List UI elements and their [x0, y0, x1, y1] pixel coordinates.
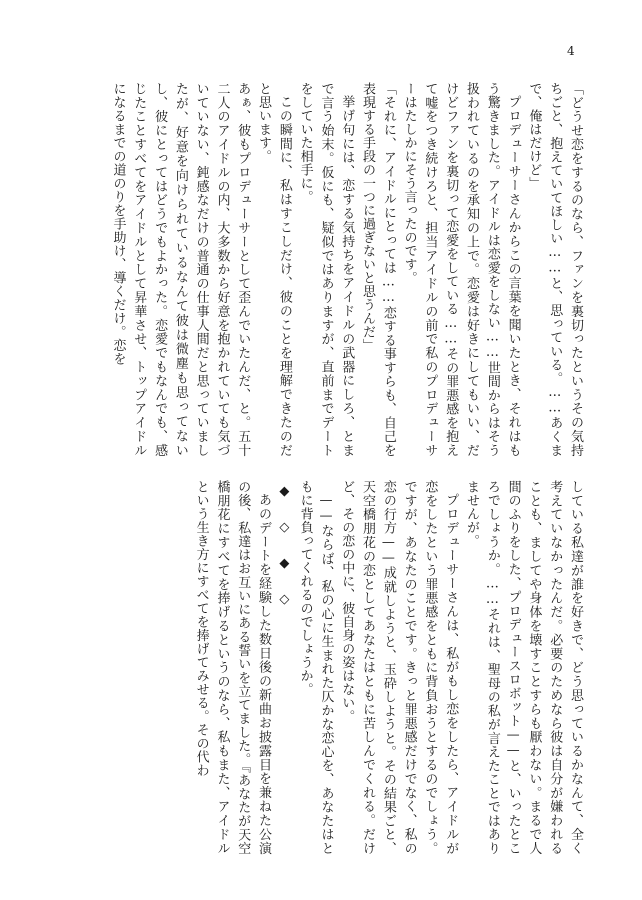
paragraph: この瞬間に、私はすこしだけ、彼のことを理解できたのだと思います。 [256, 82, 292, 457]
page-number: 4 [567, 44, 575, 58]
paragraph: 「それに、アイドルにとっては……恋する事すらも、自己を表現する手段の一つに過ぎないと思うんだ」 [360, 82, 396, 457]
bottom-text-block [190, 480, 585, 855]
paragraph: あぁ、彼もプロデューサーとして歪んでいたんだ、と。五十二人のアイドルの内、大多数から好意を抱かれていても気づいていない、鈍感なだけの普通の仕事人間だと思っていましたが、好意を向けられているなんて彼は微塵も思ってないし、彼にとってはどうでもよかった。恋愛でもなんでも、感じたことすべてをアイドルとして昇華させ、トップアイドルになるまでの道のりを手助け、導くだけ。恋を [110, 82, 251, 457]
paragraph: プロデューサーさんからこの言葉を聞いたとき、それはもう驚きました。アイドルは恋愛をしない……世間からはそう扱われているのを承知の上で。恋愛は好きにしてもいい、だけどファンを裏切って恋愛をしている……その罪悪感を抱えて嘘をつき続けろと、担当アイドルの前で私のプロデューサーはたしかにそう言ったのです。 [401, 82, 521, 457]
paragraph: あのデートを経験した数日後の新曲お披露目を兼ねた公演の後、私達はお互いにある誓いを立てました。『あなたが天空橋朋花にすべてを捧げるというのなら、私もまた、アイドルという生き方にすべてを捧げてみせる。その代わ [193, 480, 272, 856]
section-break-ornament: ◆ ◇ ◆ ◇ [276, 484, 292, 611]
paragraph: 挙げ句には、恋する気持ちをアイドルの武器にしろ、とまで言う始末。仮にも、疑似ではありますが、直前までデートをしていた相手に。 [297, 82, 355, 457]
paragraph: 「どうせ恋をするのなら、ファンを裏切ったというその気持ちごと、抱えていてほしい……と、思っている。……あくまで、俺はだけど」 [526, 82, 583, 457]
top-text-block [107, 82, 585, 457]
paragraph: プロデューサーさんは、私がもし恋をしたら、アイドルが恋をしたという罪悪感をともに背負おうとするのでしょう。ですが、あなたのことです。きっと罪悪感だけでなく、私の恋の行方——成就しようと、玉砕しようと。その結果ごと、天空橋朋花の恋としてあなたはともに苦しんでくれる。だけど、その恋の中に、彼自身の姿はない。 [339, 480, 459, 855]
paragraph: ——ならば、私の心に生まれた仄かな恋心を、あなたはともに背負ってくれるのでしょうか。 [297, 480, 334, 855]
paragraph: している私達が誰を好きで、どう思っているかなんて、全く考えていなかったんだ。必要のためなら彼は自分が嫌われることも、ましてや身体を壊すことすらも厭わない。まるで人間のふりをした、プロデュースロボット——と、いったところでしょうか。……それは、聖母の私が言えたことではありませんが。 [464, 480, 583, 855]
